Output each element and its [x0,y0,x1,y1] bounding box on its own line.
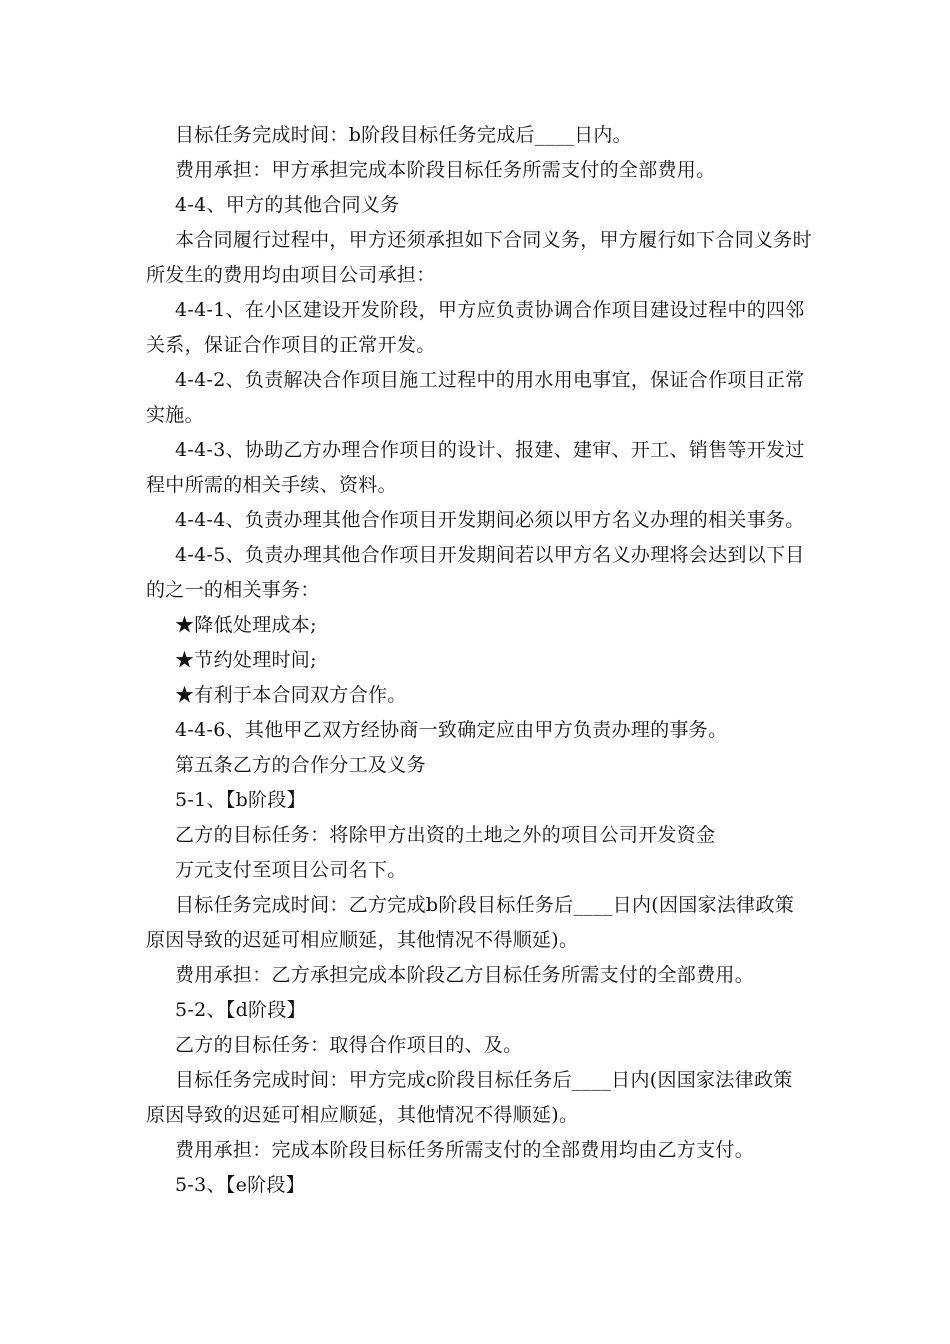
document-line: 目标任务完成时间：甲方完成c阶段目标任务后____日内(因国家法律政策 [175,1069,793,1091]
document-line: 4-4-5、负责办理其他合作项目开发期间若以甲方名义办理将会达到以下目 [175,544,805,566]
document-line: 实施。 [146,404,204,426]
document-line: 第五条乙方的合作分工及义务 [175,754,426,776]
document-line: 费用承担：乙方承担完成本阶段乙方目标任务所需支付的全部费用。 [175,964,755,986]
document-line: 关系，保证合作项目的正常开发。 [146,334,436,356]
document-line: ★降低处理成本; [175,614,317,636]
document-line: 的之一的相关事务： [146,579,320,601]
document-line: 4-4-6、其他甲乙双方经协商一致确定应由甲方负责办理的事务。 [175,719,728,741]
document-line: 目标任务完成时间：乙方完成b阶段目标任务后____日内(因国家法律政策 [175,894,795,916]
document-line: 费用承担：甲方承担完成本阶段目标任务所需支付的全部费用。 [175,159,716,181]
document-line: 4-4-1、在小区建设开发阶段，甲方应负责协调合作项目建设过程中的四邻 [175,299,805,321]
document-line: 万元支付至项目公司名下。 [175,859,407,881]
document-line: 4-4、甲方的其他合同义务 [175,194,400,216]
document-line: 程中所需的相关手续、资料。 [146,474,397,496]
document-line: 4-4-2、负责解决合作项目施工过程中的用水用电事宜，保证合作项目正常 [175,369,805,391]
document-line: 4-4-3、协助乙方办理合作项目的设计、报建、建审、开工、销售等开发过 [175,439,805,461]
document-line: 5-1、【b阶段】 [175,789,306,811]
document-line: 费用承担：完成本阶段目标任务所需支付的全部费用均由乙方支付。 [175,1139,755,1161]
document-line: 5-2、【d阶段】 [175,999,306,1021]
document-line: 所发生的费用均由项目公司承担： [146,264,436,286]
document-line: 本合同履行过程中，甲方还须承担如下合同义务，甲方履行如下合同义务时 [175,229,812,251]
document-line: 目标任务完成时间：b阶段目标任务完成后____日内。 [175,124,632,146]
document-line: 原因导致的迟延可相应顺延，其他情况不得顺延)。 [146,1104,579,1126]
document-line: 乙方的目标任务：将除甲方出资的土地之外的项目公司开发资金 [175,824,716,846]
document-line: ★节约处理时间; [175,649,317,671]
document-line: 原因导致的迟延可相应顺延，其他情况不得顺延)。 [146,929,579,951]
document-line: 4-4-4、负责办理其他合作项目开发期间必须以甲方名义办理的相关事务。 [175,509,805,531]
document-line: ★有利于本合同双方合作。 [175,684,407,706]
document-line: 5-3、【e阶段】 [175,1174,306,1196]
document-body [146,118,812,1203]
document-line: 乙方的目标任务：取得合作项目的、及。 [175,1034,523,1056]
